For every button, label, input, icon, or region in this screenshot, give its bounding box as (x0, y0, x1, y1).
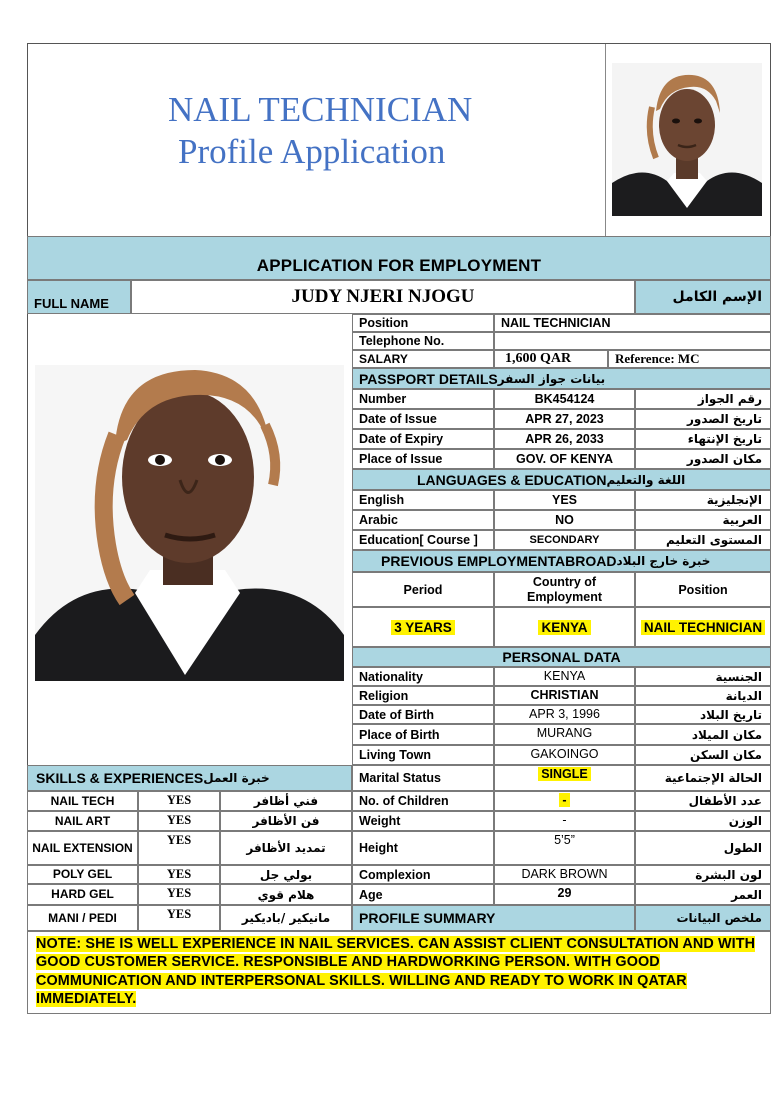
personal-row-value: DARK BROWN (494, 865, 635, 884)
skill-ar: بولي جل (220, 865, 352, 884)
skill-ar: فني أظافر (220, 791, 352, 811)
passport-title: PASSPORT DETAILS (359, 370, 498, 387)
personal-row-value: APR 3, 1996 (494, 705, 635, 724)
personal-row-label: Complexion (352, 865, 494, 884)
personal-row-value: 29 (494, 884, 635, 905)
languages-header (352, 469, 771, 490)
employment-period: 3 YEARS (352, 607, 494, 647)
personal-row-label: Nationality (352, 667, 494, 686)
language-row-value: NO (494, 510, 635, 530)
language-row-label: Education[ Course ] (352, 530, 494, 550)
title-line-2: Profile Application (178, 132, 446, 171)
full-name-label-text: FULL NAME (34, 296, 109, 311)
applicant-photo-small (612, 63, 762, 216)
skill-value: YES (138, 811, 220, 831)
passport-row-label: Date of Expiry (352, 429, 494, 449)
personal-row-label: Height (352, 831, 494, 865)
employment-country: KENYA (494, 607, 635, 647)
passport-row-value: BK454124 (494, 389, 635, 409)
personal-row-label: No. of Children (352, 791, 494, 811)
telephone-label: Telephone No. (352, 332, 494, 350)
personal-row-ar: مكان السكن (635, 745, 771, 765)
languages-title-ar: اللغة والتعليم (606, 472, 686, 487)
skills-header (27, 765, 352, 791)
skill-ar: مانيكير /باديكير (220, 905, 352, 931)
language-row-ar: العربية (635, 510, 771, 530)
personal-row-label: Living Town (352, 745, 494, 765)
skill-name: HARD GEL (27, 884, 138, 905)
personal-row-ar: الطول (635, 831, 771, 865)
passport-row-ar: مكان الصدور (635, 449, 771, 469)
language-row-value: SECONDARY (494, 530, 635, 550)
skill-value: YES (138, 831, 220, 865)
personal-row-label: Place of Birth (352, 724, 494, 745)
personal-row-value: SINGLE (494, 765, 635, 791)
personal-title: PERSONAL DATA (502, 649, 621, 665)
skill-name: NAIL ART (27, 811, 138, 831)
language-row-label: English (352, 490, 494, 510)
passport-title-ar: بيانات جواز السفر (497, 371, 606, 386)
employment-col-period: Period (352, 572, 494, 607)
personal-row-value: 5’5” (494, 831, 635, 865)
personal-row-ar: الجنسية (635, 667, 771, 686)
skill-name: NAIL TECH (27, 791, 138, 811)
banner-text: APPLICATION FOR EMPLOYMENT (256, 256, 542, 275)
personal-row-value: - (494, 791, 635, 811)
personal-row-label: Religion (352, 686, 494, 705)
position-value: NAIL TECHNICIAN (494, 314, 771, 332)
personal-row-label: Age (352, 884, 494, 905)
title-line-1: NAIL TECHNICIAN (168, 90, 473, 129)
banner-application (27, 236, 771, 280)
personal-row-value: MURANG (494, 724, 635, 745)
passport-row-label: Date of Issue (352, 409, 494, 429)
employment-position: NAIL TECHNICIAN (635, 607, 771, 647)
personal-row-ar: الحالة الإجتماعية (635, 765, 771, 791)
personal-header (352, 647, 771, 667)
passport-header (352, 368, 771, 389)
personal-row-ar: الوزن (635, 811, 771, 831)
personal-row-ar: تاريخ البلاد (635, 705, 771, 724)
passport-row-value: GOV. OF KENYA (494, 449, 635, 469)
personal-row-ar: مكان الميلاد (635, 724, 771, 745)
reference-value: Reference: MC (608, 350, 771, 368)
applicant-photo-large (35, 365, 344, 681)
profile-summary-label (352, 905, 635, 931)
skills-title: SKILLS & EXPERIENCES (36, 770, 204, 786)
passport-row-value: APR 26, 2033 (494, 429, 635, 449)
passport-row-label: Place of Issue (352, 449, 494, 469)
employment-title: PREVIOUS EMPLOYMENTABROAD (381, 553, 617, 569)
employment-col-country: Country of Employment (494, 572, 635, 607)
skills-title-ar: خبرة العمل (203, 771, 270, 785)
full-name-label-ar (635, 280, 771, 314)
skill-name: POLY GEL (27, 865, 138, 884)
language-row-ar: الإنجليزية (635, 490, 771, 510)
skill-value: YES (138, 905, 220, 931)
profile-summary-title: PROFILE SUMMARY (359, 910, 496, 926)
employment-title-ar: خبرة خارج البلاد (616, 554, 711, 568)
full-name-text: JUDY NJERI NJOGU (291, 286, 475, 307)
personal-row-label: Weight (352, 811, 494, 831)
skill-ar: تمديد الأظافر (220, 831, 352, 865)
personal-row-value: CHRISTIAN (494, 686, 635, 705)
skill-value: YES (138, 884, 220, 905)
personal-row-label: Date of Birth (352, 705, 494, 724)
employment-header (352, 550, 771, 572)
personal-row-label: Marital Status (352, 765, 494, 791)
skill-ar: فن الأظافر (220, 811, 352, 831)
salary-label: SALARY (352, 350, 494, 368)
languages-title: LANGUAGES & EDUCATION (417, 471, 607, 488)
note-box (27, 931, 771, 1014)
profile-summary-label-ar (635, 905, 771, 931)
passport-row-ar: رقم الجواز (635, 389, 771, 409)
skill-name: MANI / PEDI (27, 905, 138, 931)
skill-ar: هلام قوي (220, 884, 352, 905)
personal-row-ar: العمر (635, 884, 771, 905)
full-name-value (131, 280, 635, 314)
language-row-value: YES (494, 490, 635, 510)
passport-row-value: APR 27, 2023 (494, 409, 635, 429)
personal-row-ar: الديانة (635, 686, 771, 705)
personal-row-value: KENYA (494, 667, 635, 686)
salary-value: 1,600 QAR (494, 350, 608, 368)
employment-col-position: Position (635, 572, 771, 607)
personal-row-value: - (494, 811, 635, 831)
full-name-ar-text: الإسم الكامل (672, 289, 762, 305)
personal-row-value: GAKOINGO (494, 745, 635, 765)
skill-value: YES (138, 791, 220, 811)
profile-summary-ar: ملخص البيانات (676, 911, 762, 925)
personal-row-ar: عدد الأطفال (635, 791, 771, 811)
skill-value: YES (138, 865, 220, 884)
position-label: Position (352, 314, 494, 332)
passport-row-ar: تاريخ الإنتهاء (635, 429, 771, 449)
passport-row-ar: تاريخ الصدور (635, 409, 771, 429)
full-name-label (27, 280, 131, 314)
telephone-value (494, 332, 771, 350)
language-row-label: Arabic (352, 510, 494, 530)
personal-row-ar: لون البشرة (635, 865, 771, 884)
passport-row-label: Number (352, 389, 494, 409)
language-row-ar: المستوى التعليم (635, 530, 771, 550)
note-text: NOTE: SHE IS WELL EXPERIENCE IN NAIL SERVICES. CAN ASSIST CLIENT CONSULTATION AND WITH GOOD CUSTOMER SERVICE. RESPONSIBLE AND HARDWORKING PERSON. WITH GOOD COMMUNICATION AND INTERPERSONAL SKILLS. WILLING AND READY TO WORK IN QATAR IMMEDIATELY. (36, 936, 756, 1008)
skill-name: NAIL EXTENSION (27, 831, 138, 865)
